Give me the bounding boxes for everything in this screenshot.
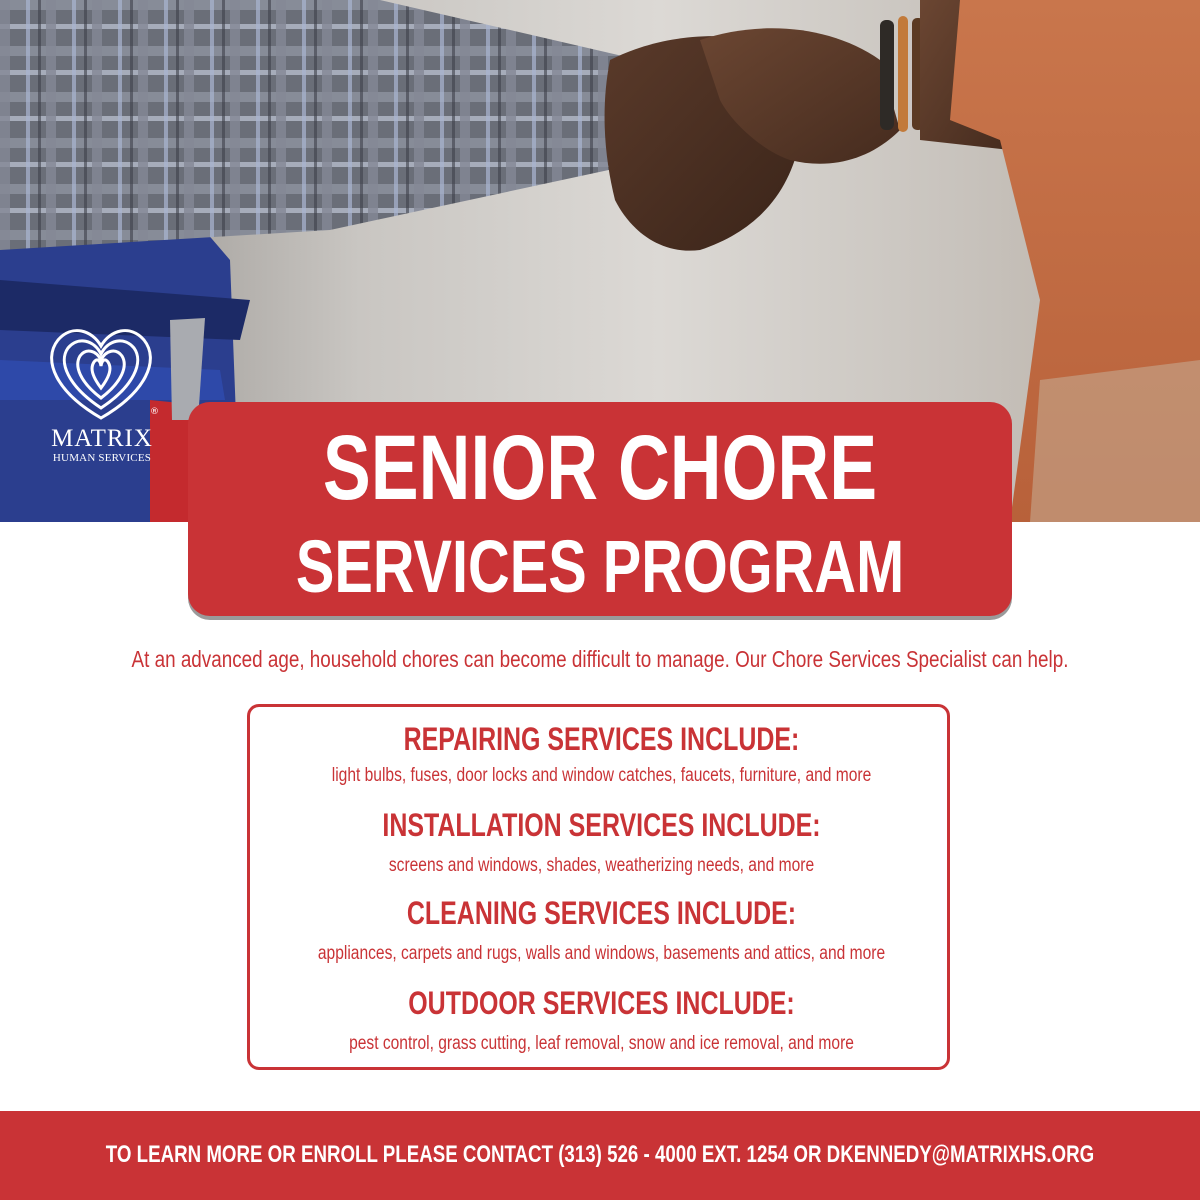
brand-tagline: HUMAN SERVICES <box>52 452 152 464</box>
service-items-installation: screens and windows, shades, weatherizing needs, and more <box>388 855 815 876</box>
registered-mark: ® <box>150 407 159 417</box>
title-line-1: SENIOR CHORE <box>322 417 878 519</box>
title-banner <box>188 402 1012 616</box>
intro-text: At an advanced age, household chores can become difficult to manage. Our Chore Services Specialist can help. <box>131 646 1069 672</box>
matrix-logo <box>36 322 166 464</box>
brand-name: MATRIX <box>51 425 153 452</box>
matrix-heart-emblem-icon <box>36 322 166 426</box>
services-box <box>247 704 950 1070</box>
footer-bar <box>0 1111 1200 1200</box>
logo-wordmark <box>42 426 162 464</box>
service-heading-installation: INSTALLATION SERVICES INCLUDE: <box>382 807 821 843</box>
title-line-2: SERVICES PROGRAM <box>295 525 905 608</box>
service-heading-cleaning: CLEANING SERVICES INCLUDE: <box>406 895 797 931</box>
service-heading-repairing: REPAIRING SERVICES INCLUDE: <box>403 721 800 757</box>
service-items-outdoor: pest control, grass cutting, leaf removal, snow and ice removal, and more <box>349 1033 854 1054</box>
contact-info: TO LEARN MORE OR ENROLL PLEASE CONTACT (313) 526 - 4000 EXT. 1254 OR DKENNEDY@MATRIXHS.ORG <box>105 1141 1095 1168</box>
service-heading-outdoor: OUTDOOR SERVICES INCLUDE: <box>408 985 795 1021</box>
service-items-cleaning: appliances, carpets and rugs, walls and windows, basements and attics, and more <box>317 943 886 964</box>
service-items-repairing: light bulbs, fuses, door locks and window catches, faucets, furniture, and more <box>331 765 872 786</box>
